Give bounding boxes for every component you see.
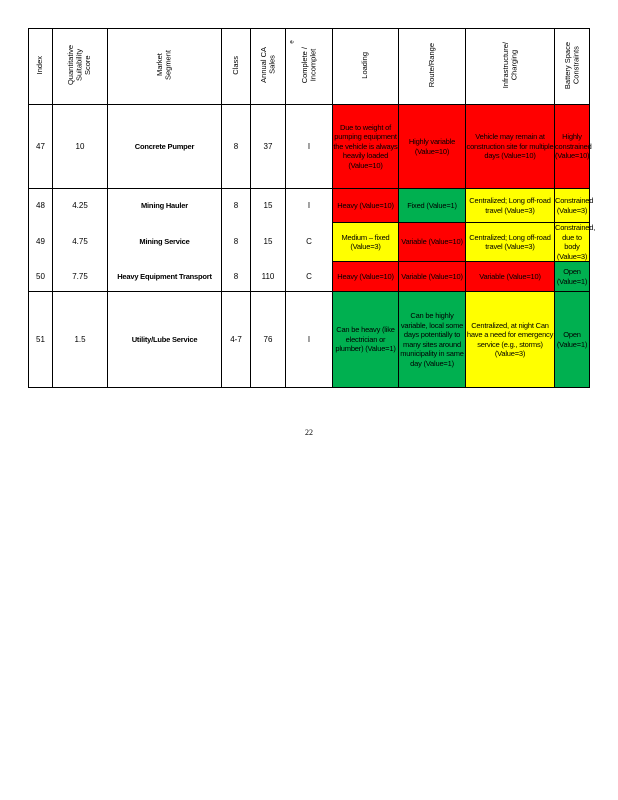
- cell-battery: Constrained, due to body (Value=3): [555, 223, 596, 261]
- header-class: Class: [222, 29, 251, 105]
- cell-infra: Variable (Value=10): [466, 262, 555, 292]
- cell-loading: Heavy (Value=10): [333, 262, 399, 292]
- cell-sales: 76: [251, 292, 286, 388]
- cell-segment: Concrete Pumper: [108, 105, 222, 189]
- cell-index: 49: [29, 223, 53, 262]
- page-number: 22: [305, 428, 313, 437]
- cell-loading: Can be heavy (like electrician or plumber) (Value=1): [333, 292, 399, 388]
- cell-index: 47: [29, 105, 53, 189]
- cell-battery: Open (Value=1): [555, 292, 590, 388]
- cell-segment: Mining Service: [108, 223, 222, 262]
- cell-infra: Centralized; Long off-road travel (Value=3): [466, 189, 555, 223]
- cell-loading: Heavy (Value=10): [333, 189, 399, 223]
- header-infra: Infrastructure/ Charging: [466, 29, 555, 105]
- cell-score: 10: [53, 105, 108, 189]
- cell-index: 48: [29, 189, 53, 223]
- header-sales: Annual CA Sales: [251, 29, 286, 105]
- table-row: [29, 262, 590, 292]
- cell-score: 4.75: [53, 223, 108, 262]
- cell-score: 1.5: [53, 292, 108, 388]
- table-row: [29, 189, 590, 223]
- cell-loading: Medium – fixed (Value=3): [333, 223, 399, 262]
- table-row: [29, 292, 590, 388]
- cell-infra: Vehicle may remain at construction site for multiple days (Value=10): [466, 105, 555, 189]
- cell-score: 4.25: [53, 189, 108, 223]
- cell-segment: Heavy Equipment Transport: [108, 262, 222, 292]
- cell-loading: Due to weight of pumping equipment the vehicle is always heavily loaded (Value=10): [333, 105, 399, 189]
- cell-route: Can be highly variable, local some days potentially to many sites around municipality in same day (Value=1): [399, 292, 466, 388]
- header-complete-suffix: e: [289, 40, 296, 44]
- cell-segment: Utility/Lube Service: [108, 292, 222, 388]
- cell-battery: Highly constrained (Value=10): [555, 105, 590, 189]
- cell-score: 7.75: [53, 262, 108, 292]
- header-index: Index: [29, 29, 53, 105]
- cell-index: 51: [29, 292, 53, 388]
- cell-class: 8: [222, 189, 251, 223]
- cell-route: Variable (Value=10): [399, 223, 466, 262]
- cell-route: Variable (Value=10): [399, 262, 466, 292]
- header-battery: Battery Space Constraints: [555, 29, 590, 105]
- cell-battery: Constrained (Value=3): [555, 189, 590, 223]
- cell-complete: I: [286, 105, 333, 189]
- cell-class: 8: [222, 262, 251, 292]
- cell-battery: Open (Value=1): [555, 262, 590, 292]
- cell-complete: C: [286, 223, 333, 262]
- cell-route: Highly variable (Value=10): [399, 105, 466, 189]
- table-row: [29, 223, 590, 262]
- cell-sales: 15: [251, 189, 286, 223]
- cell-class: 4-7: [222, 292, 251, 388]
- cell-class: 8: [222, 105, 251, 189]
- cell-segment: Mining Hauler: [108, 189, 222, 223]
- header-score: Quantitative Suitability Score: [53, 29, 108, 105]
- cell-index: 50: [29, 262, 53, 292]
- cell-complete: I: [286, 292, 333, 388]
- cell-complete: C: [286, 262, 333, 292]
- cell-route: Fixed (Value=1): [399, 189, 466, 223]
- cell-class: 8: [222, 223, 251, 262]
- header-row: [29, 29, 590, 105]
- market-segment-table: [28, 28, 596, 388]
- header-segment: Market Segment: [108, 29, 222, 105]
- cell-infra: Centralized; Long off-road travel (Value=3): [466, 223, 555, 262]
- cell-sales: 110: [251, 262, 286, 292]
- header-complete: Complete / Incomplet: [286, 29, 333, 105]
- cell-sales: 15: [251, 223, 286, 262]
- cell-infra: Centralized, at night Can have a need for emergency service (e.g., storms) (Value=3): [466, 292, 555, 388]
- cell-complete: I: [286, 189, 333, 223]
- table-row: [29, 105, 590, 189]
- header-loading: Loading: [333, 29, 399, 105]
- header-route: Route/Range: [399, 29, 466, 105]
- cell-sales: 37: [251, 105, 286, 189]
- evaluation-table-container: [28, 28, 596, 388]
